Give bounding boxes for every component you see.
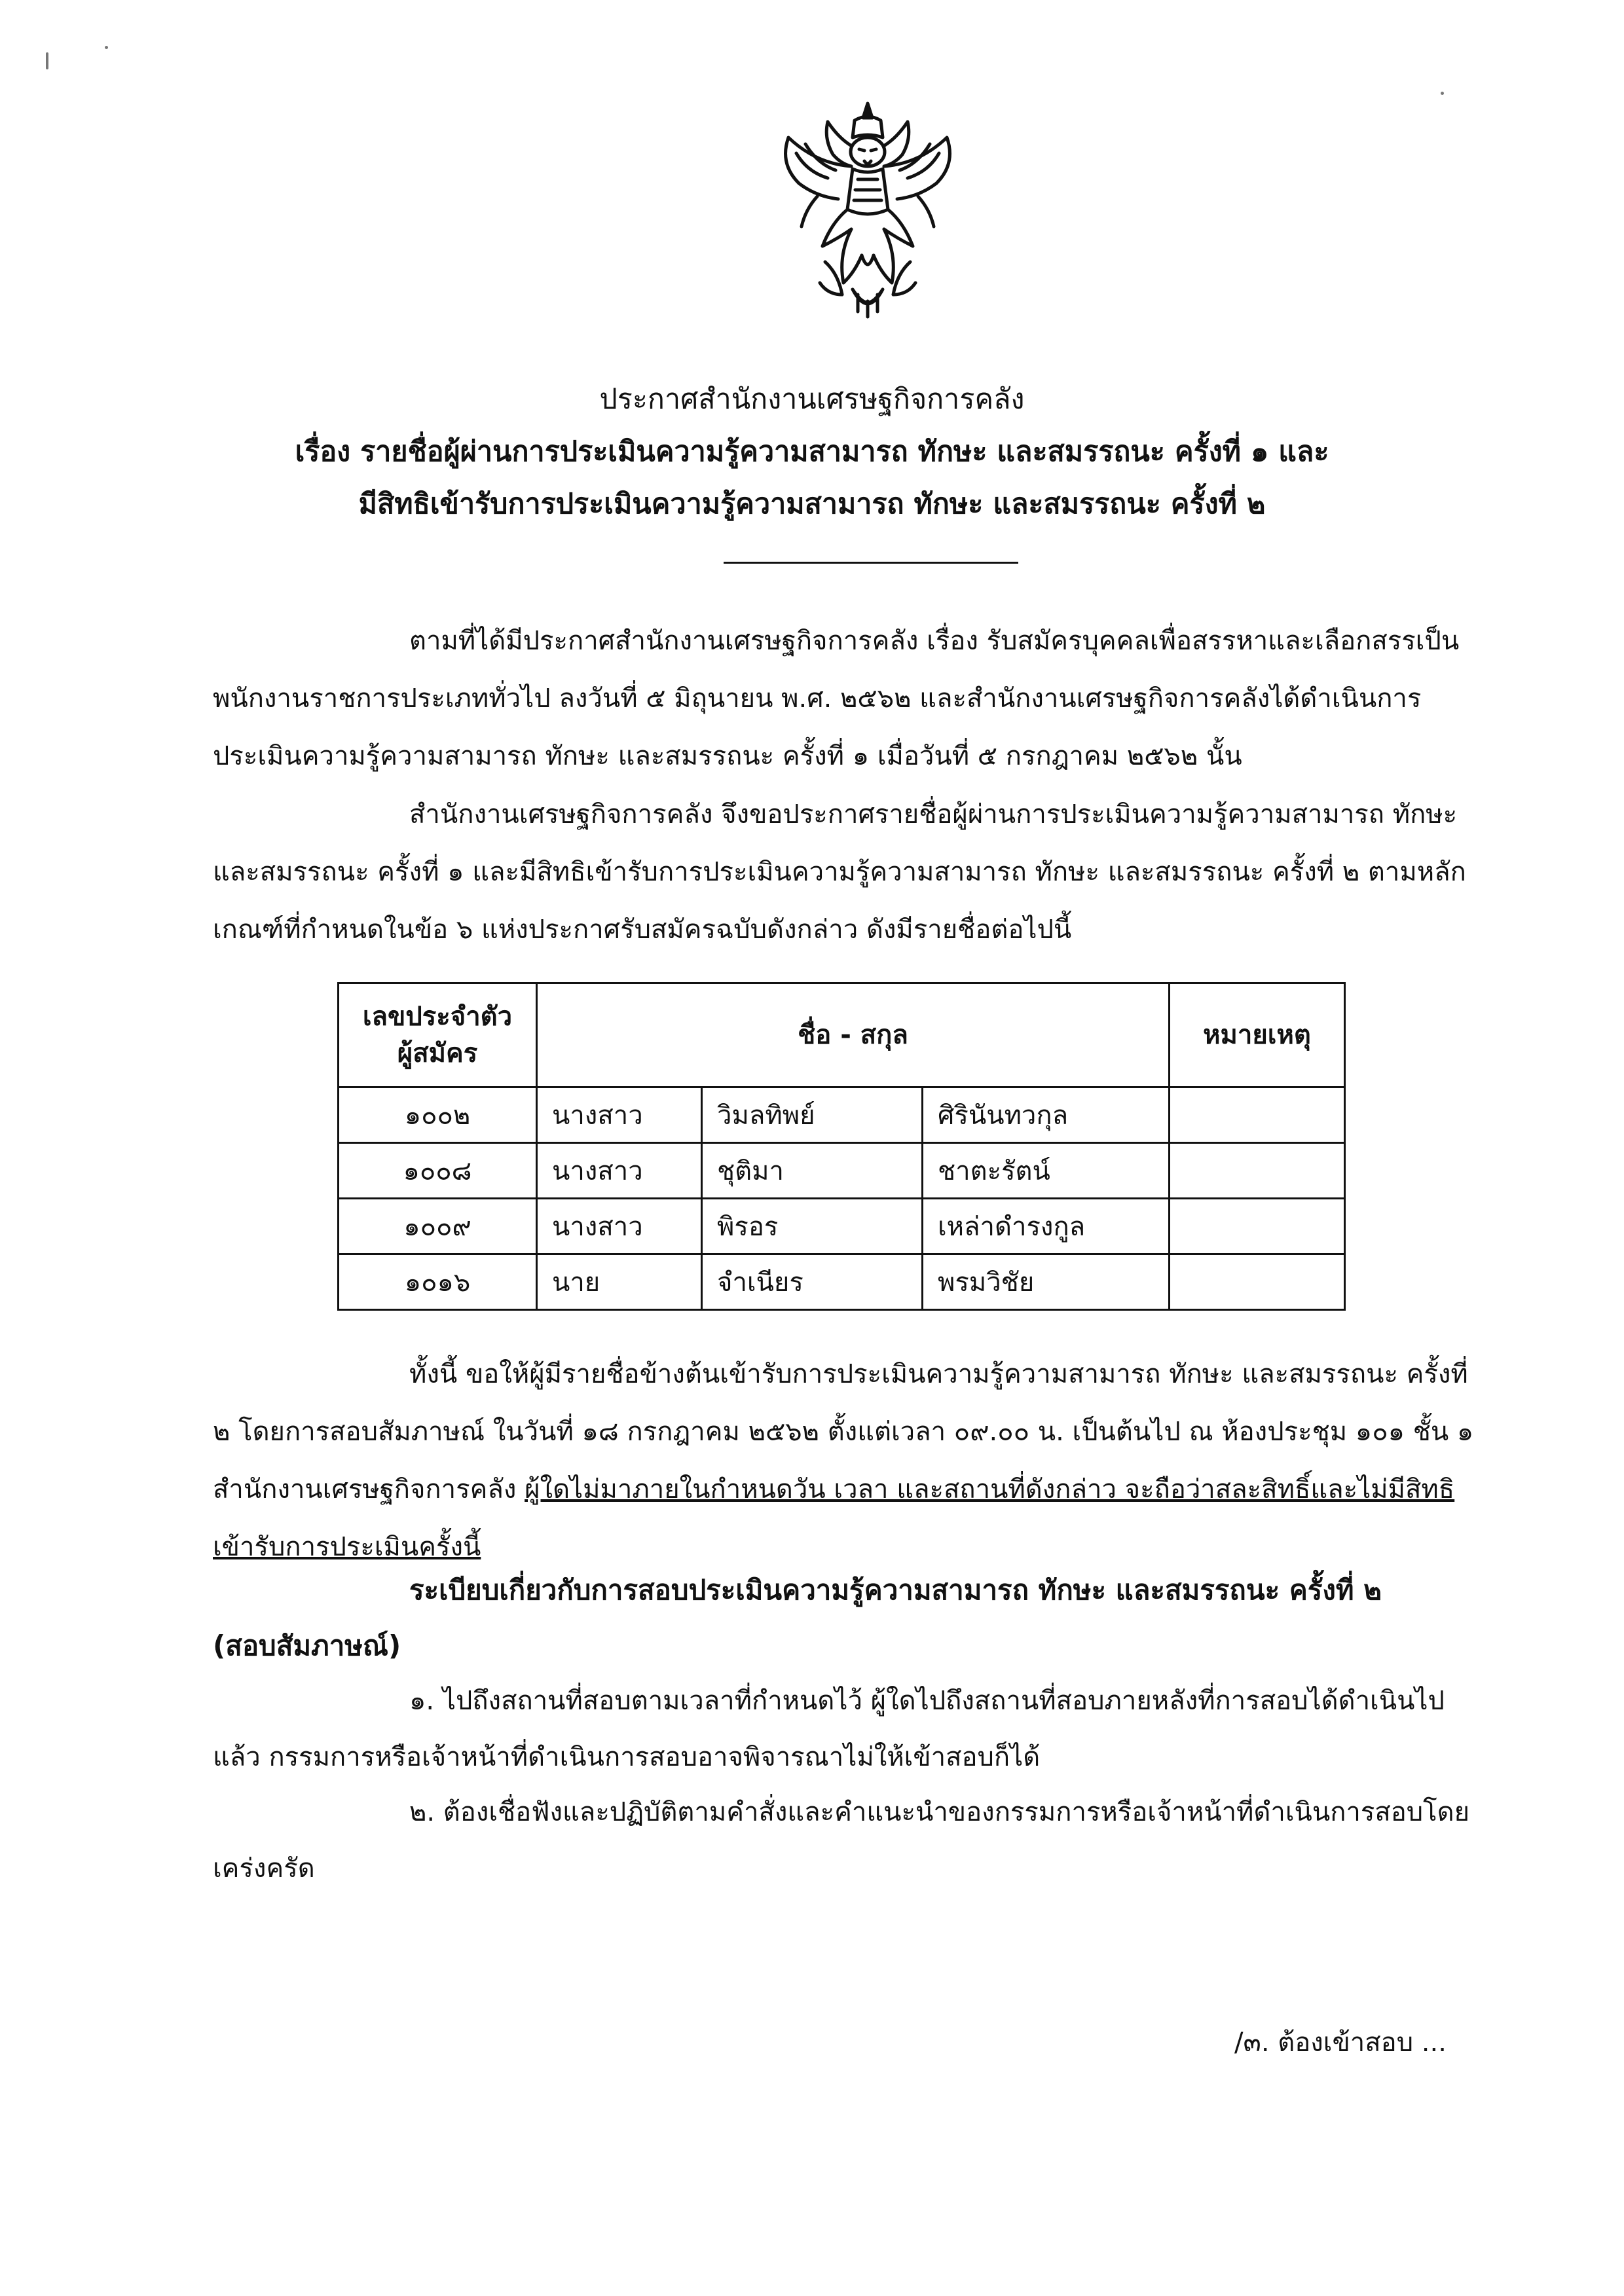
remark — [1170, 1254, 1345, 1310]
scan-speck — [1441, 92, 1444, 95]
scan-speck — [46, 52, 48, 69]
title-divider — [724, 562, 1018, 564]
page-continuation: /๓. ต้องเข้าสอบ ... — [1234, 2028, 1447, 2058]
interview-details: ทั้งนี้ ขอให้ผู้มีรายชื่อข้างต้นเข้ารับการประเมินความรู้ความสามารถ ทักษะ และสมรรถนะ ครั้งที่ ๒ โดยการสอบสัมภาษณ์ ในวันที่ ๑๘ กรกฎาคม ๒๕๖๒ ตั้งแต่เวลา ๐๙.๐๐ น. เป็นต้นไป ณ ห้องประชุม ๑๐๑ ชั้น ๑ สำนักงานเศรษฐกิจการคลัง — [213, 1359, 1474, 1504]
last-name: พรมวิชัย — [923, 1254, 1170, 1310]
applicant-id: ๑๐๑๖ — [339, 1254, 537, 1310]
name-title: นาย — [537, 1254, 702, 1310]
regulations-title: ระเบียบเกี่ยวกับการสอบประเมินความรู้ความสามารถ ทักษะ และสมรรถนะ ครั้งที่ ๒ — [409, 1574, 1382, 1606]
regulation-item-1: ๑. ไปถึงสถานที่สอบตามเวลาที่กำหนดไว้ ผู้ใดไปถึงสถานที่สอบภายหลังที่การสอบได้ดำเนินไปแล้ว กรรมการหรือเจ้าหน้าที่ดำเนินการสอบอาจพิจารณาไม่ให้เข้าสอบก็ได้ — [213, 1686, 1445, 1772]
table-row — [339, 1087, 1345, 1143]
name-title: นางสาว — [537, 1143, 702, 1199]
candidate-table — [337, 982, 1346, 1311]
remark — [1170, 1087, 1345, 1143]
header-applicant-id: เลขประจำตัว ผู้สมัคร — [339, 983, 537, 1087]
paragraph-interview-notice — [213, 1345, 1490, 1576]
table-row — [339, 1143, 1345, 1199]
regulations-subtitle: (สอบสัมภาษณ์) — [213, 1630, 401, 1662]
last-name: ชาตะรัตน์ — [923, 1143, 1170, 1199]
first-name: จำเนียร — [702, 1254, 923, 1310]
header-full-name: ชื่อ - สกุล — [537, 983, 1170, 1087]
applicant-id: ๑๐๐๘ — [339, 1143, 537, 1199]
header-remark: หมายเหตุ — [1170, 983, 1345, 1087]
announcement-issuer: ประกาศสำนักงานเศรษฐกิจการคลัง — [599, 383, 1025, 416]
table-header-row — [339, 983, 1345, 1087]
remark — [1170, 1143, 1345, 1199]
remark — [1170, 1199, 1345, 1254]
garuda-emblem-icon — [760, 98, 976, 321]
forfeit-warning: ผู้ใดไม่มาภายในกำหนดวัน เวลา และสถานที่ดังกล่าว จะถือว่าสละสิทธิ์และไม่มีสิทธิเข้ารับการประเมินครั้งนี้ — [213, 1474, 1455, 1562]
announcement-subject: เรื่อง รายชื่อผู้ผ่านการประเมินความรู้ความสามารถ ทักษะ และสมรรถนะ ครั้งที่ ๑ และ — [295, 435, 1329, 468]
applicant-id: ๑๐๐๙ — [339, 1199, 537, 1254]
paragraph-announcement: สำนักงานเศรษฐกิจการคลัง จึงขอประกาศรายชื่อผู้ผ่านการประเมินความรู้ความสามารถ ทักษะ และสมรรถนะ ครั้งที่ ๑ และมีสิทธิเข้ารับการประเมินความรู้ความสามารถ ทักษะ และสมรรถนะ ครั้งที่ ๒ ตามหลักเกณฑ์ที่กำหนดในข้อ ๖ แห่งประกาศรับสมัครฉบับดังกล่าว ดังมีรายชื่อต่อไปนี้ — [213, 799, 1466, 945]
applicant-id: ๑๐๐๒ — [339, 1087, 537, 1143]
first-name: วิมลทิพย์ — [702, 1087, 923, 1143]
table-row — [339, 1254, 1345, 1310]
first-name: ชุติมา — [702, 1143, 923, 1199]
first-name: พิรอร — [702, 1199, 923, 1254]
last-name: ศิรินันทวกุล — [923, 1087, 1170, 1143]
scan-speck — [105, 46, 108, 49]
paragraph-background: ตามที่ได้มีประกาศสำนักงานเศรษฐกิจการคลัง เรื่อง รับสมัครบุคคลเพื่อสรรหาและเลือกสรรเป็นพนักงานราชการประเภททั่วไป ลงวันที่ ๕ มิถุนายน พ.ศ. ๒๕๖๒ และสำนักงานเศรษฐกิจการคลังได้ดำเนินการประเมินความรู้ความสามารถ ทักษะ และสมรรถนะ ครั้งที่ ๑ เมื่อวันที่ ๕ กรกฎาคม ๒๕๖๒ นั้น — [213, 626, 1460, 771]
name-title: นางสาว — [537, 1087, 702, 1143]
announcement-subject-cont: มีสิทธิเข้ารับการประเมินความรู้ความสามารถ ทักษะ และสมรรถนะ ครั้งที่ ๒ — [358, 488, 1266, 520]
regulation-item-2: ๒. ต้องเชื่อฟังและปฏิบัติตามคำสั่งและคำแนะนำของกรรมการหรือเจ้าหน้าที่ดำเนินการสอบโดยเคร่งครัด — [213, 1797, 1470, 1884]
table-row — [339, 1199, 1345, 1254]
last-name: เหล่าดำรงกูล — [923, 1199, 1170, 1254]
name-title: นางสาว — [537, 1199, 702, 1254]
